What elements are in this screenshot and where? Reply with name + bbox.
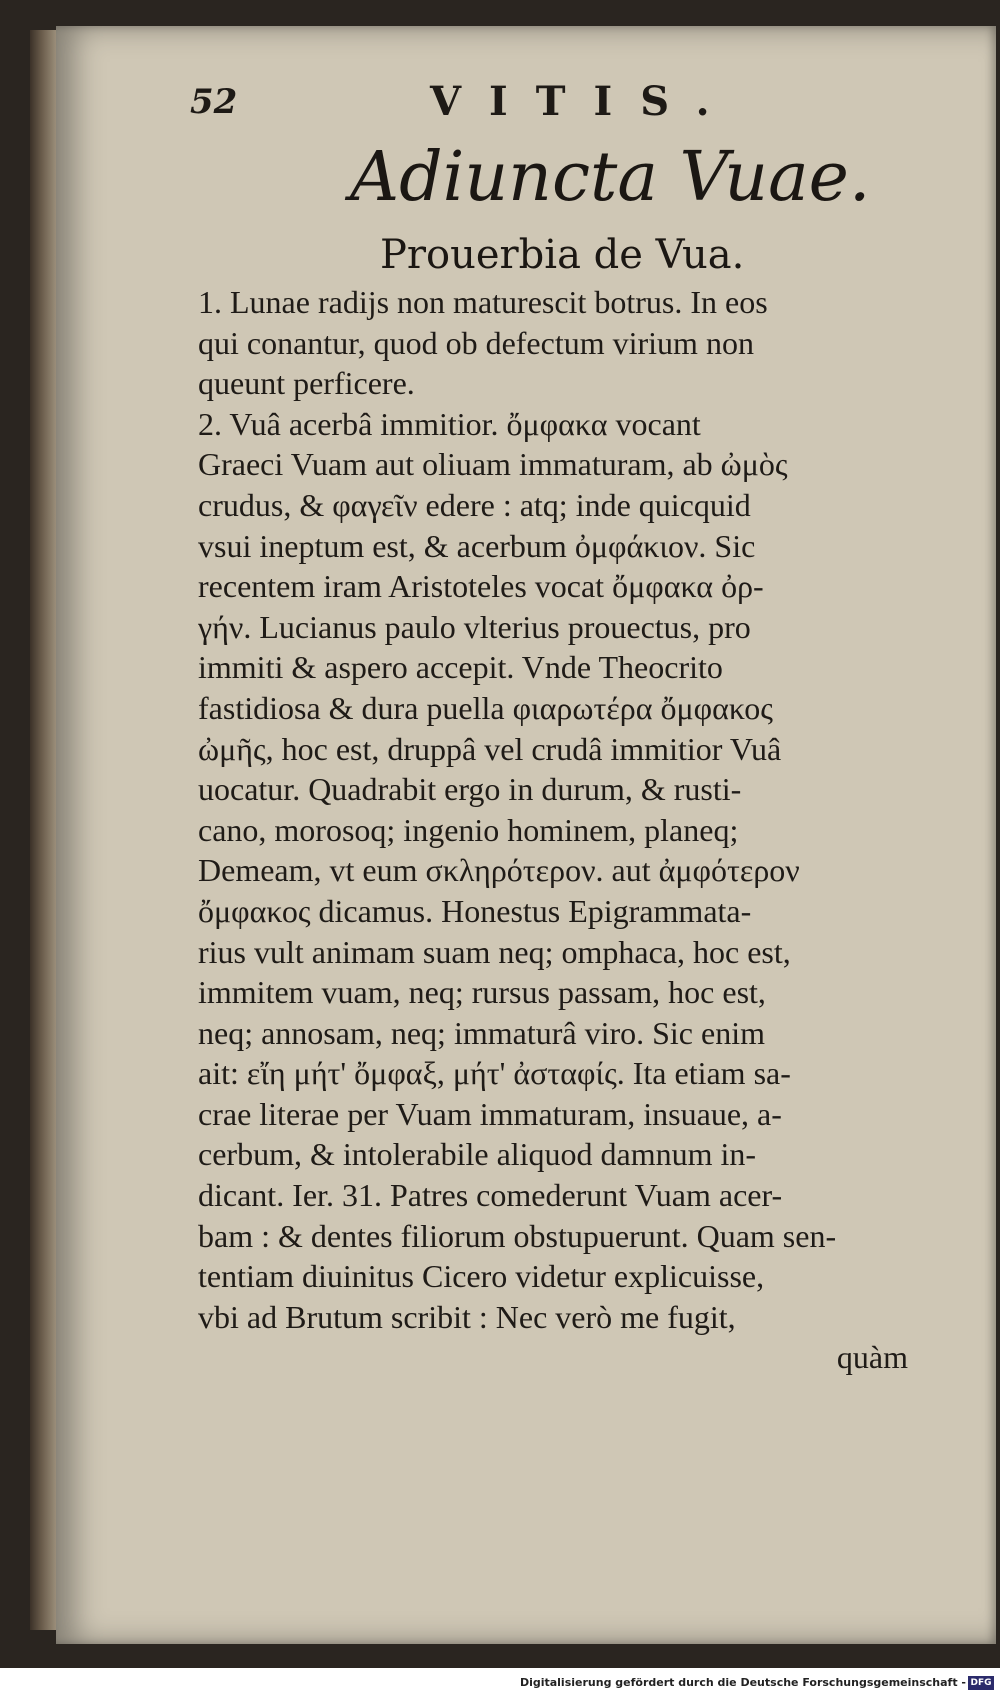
text-line: ὠμῆς, hoc est, druppâ vel crudâ immitior Vuâ <box>198 730 782 767</box>
text-line: ait: εἴη μήτ' ὄμφαξ, μήτ' ἀσταφίς. Ita etiam sa- <box>198 1055 791 1092</box>
text-line: cano, morosoq; ingenio hominem, planeq; <box>198 811 739 848</box>
text-line: dicant. Ier. 31. Patres comederunt Vuam acer- <box>198 1177 783 1214</box>
text-line: crudus, & φαγεῖν edere : atq; inde quicquid <box>198 486 751 523</box>
text-line: immiti & aspero accepit. Vnde Theocrito <box>198 649 723 686</box>
running-head: VITIS. <box>430 78 738 125</box>
text-line: uocatur. Quadrabit ergo in durum, & rusti- <box>198 771 742 808</box>
dfg-logo: DFG <box>968 1676 994 1690</box>
text-line: qui conantur, quod ob defectum virium non <box>198 324 754 361</box>
text-line: ὄμφακος dicamus. Honestus Epigrammata- <box>198 892 752 929</box>
subtitle: Prouerbia de Vua. <box>380 232 745 278</box>
text-line: 2. Vuâ acerbâ immitior. ὄμφακα vocant <box>198 405 701 442</box>
text-line: Graeci Vuam aut oliuam immaturam, ab ὠμὸς <box>198 446 788 483</box>
text-line: tentiam diuinitus Cicero videtur explicuisse, <box>198 1258 765 1295</box>
text-line: neq; annosam, neq; immaturâ viro. Sic enim <box>198 1014 765 1051</box>
text-line: 1. Lunae radijs non maturescit botrus. In eos <box>198 284 768 320</box>
page-number: 52 <box>190 82 238 122</box>
catchword: quàm <box>836 1339 908 1376</box>
text-line: γήν. Lucianus paulo vlterius prouectus, pro <box>198 608 751 645</box>
text-line: recentem iram Aristoteles vocat ὄμφακα ὀρ- <box>198 568 764 605</box>
text-line: bam : & dentes filiorum obstupuerunt. Quam sen- <box>198 1217 837 1254</box>
text-line: queunt perficere. <box>198 365 415 402</box>
text-line: rius vult animam suam neq; omphaca, hoc est, <box>198 933 791 970</box>
text-line: fastidiosa & dura puella φιαρωτέρα ὄμφακος <box>198 689 773 726</box>
page-header <box>190 78 910 128</box>
body-text <box>198 282 908 1378</box>
section-title: Adiuncta Vuae. <box>350 138 871 217</box>
footer-credit: Digitalisierung gefördert durch die Deutsche Forschungsgemeinschaft - <box>519 1676 966 1689</box>
text-line: vsui ineptum est, & acerbum ὀμφάκιον. Sic <box>198 527 756 564</box>
text-line: immitem vuam, neq; rursus passam, hoc est, <box>198 974 766 1011</box>
text-line: cerbum, & intolerabile aliquod damnum in- <box>198 1136 757 1173</box>
footer <box>0 1672 1000 1696</box>
text-line: Demeam, vt eum σκληρότερον. aut ἀμφότερον <box>198 852 800 889</box>
text-line: crae literae per Vuam immaturam, insuaue, a- <box>198 1095 782 1132</box>
text-line: vbi ad Brutum scribit : Nec verò me fugit, <box>198 1298 736 1335</box>
